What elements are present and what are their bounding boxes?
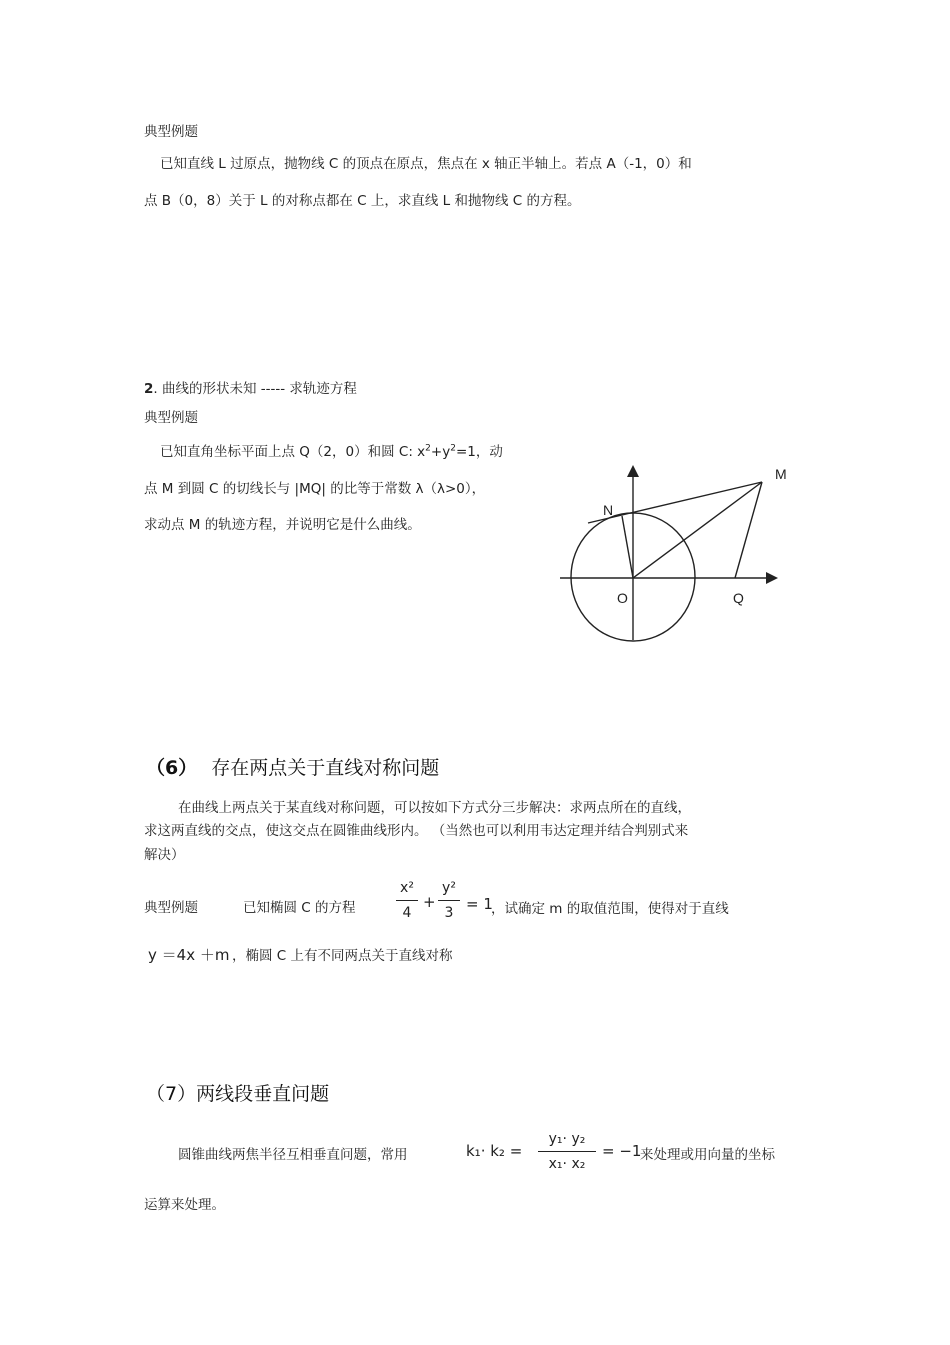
section-7-para-line-2: 运算来处理。 [144, 1197, 225, 1213]
denominator: 3 [444, 905, 454, 921]
plus-y: +y [430, 444, 451, 460]
example-label: 典型例题 [144, 124, 198, 140]
numerator: y₁· y₂ [548, 1131, 586, 1147]
section-7-para-b: 来处理或用向量的坐标 [640, 1147, 775, 1163]
problem-2-line-2: 点 M 到圆 C 的切线长与 |MQ| 的比等于常数 λ（λ>0）， [144, 481, 486, 497]
line-equation: y ＝4x ＋m [148, 946, 230, 964]
point-n-label: N [603, 502, 614, 518]
fraction-bar [438, 900, 460, 901]
example-6-text-a: 已知椭圆 C 的方程 [243, 900, 356, 916]
geometry-figure [555, 455, 795, 650]
problem-2-line-1 [160, 440, 503, 460]
exponent: 2 [450, 443, 456, 454]
section-6-title: 存在两点关于直线对称问题 [211, 757, 440, 779]
radius-on [622, 516, 633, 578]
example-label: 典型例题 [144, 900, 198, 916]
point-q-label: Q [733, 590, 744, 606]
example-6-line-2: ，椭圆 C 上有不同两点关于直线对称 [232, 948, 453, 964]
problem-1-line-2: 点 B（0，8）关于 L 的对称点都在 C 上，求直线 L 和抛物线 C 的方程。 [144, 193, 581, 209]
slope-product: k₁· k₂ = [466, 1142, 523, 1160]
fraction-bar [396, 900, 418, 901]
denominator: x₁· x₂ [548, 1156, 586, 1172]
section-2-number: 2 [144, 381, 154, 397]
denominator: 4 [402, 905, 412, 921]
section-7-para-a: 圆锥曲线两焦半径互相垂直问题，常用 [178, 1147, 408, 1163]
problem-1-line-1: 已知直线 L 过原点，抛物线 C 的顶点在原点，焦点在 x 轴正半轴上。若点 A（-1，0）和 [160, 156, 692, 172]
y-axis-arrow [627, 465, 639, 477]
fraction-y-over-x [538, 1130, 596, 1173]
equation-tail: =1，动 [455, 444, 503, 460]
section-6-para-line-2: 求这两直线的交点，使这交点在圆锥曲线形内。 （当然也可以利用韦达定理并结合判别式来 [144, 823, 689, 839]
problem-2-line-1-text: 已知直角坐标平面上点 Q（2，0）和圆 C: x [160, 444, 426, 460]
section-2-title: . 曲线的形状未知 ----- 求轨迹方程 [153, 381, 357, 397]
section-7-heading: （7）两线段垂直问题 [146, 1083, 330, 1105]
section-6-heading [146, 753, 439, 780]
numerator: x² [400, 880, 414, 896]
fraction-y2-over-3 [438, 879, 460, 922]
section-2-heading [144, 377, 357, 397]
section-6-para-line-1: 在曲线上两点关于某直线对称问题，可以按如下方式分三步解决：求两点所在的直线， [178, 800, 691, 816]
x-axis-arrow [766, 572, 778, 584]
line-mq [735, 482, 762, 578]
equals-minus-one: = −1 [602, 1142, 642, 1160]
example-6-text-b: ，试确定 m 的取值范围，使得对于直线 [491, 901, 729, 917]
line-om [633, 482, 762, 578]
fraction-x2-over-4 [396, 879, 418, 922]
section-6-para-line-3: 解决） [144, 847, 185, 863]
tangent-line-mn [588, 482, 762, 523]
plus-sign: + [423, 893, 436, 911]
exponent: 2 [425, 443, 431, 454]
point-o-label: O [617, 590, 628, 606]
section-6-number: （6） [146, 757, 198, 779]
point-m-label: M [775, 466, 787, 482]
problem-2-line-3: 求动点 M 的轨迹方程，并说明它是什么曲线。 [144, 517, 421, 533]
example-label: 典型例题 [144, 410, 198, 426]
equals-one: = 1 [466, 895, 493, 913]
fraction-bar [538, 1151, 596, 1152]
numerator: y² [442, 880, 456, 896]
